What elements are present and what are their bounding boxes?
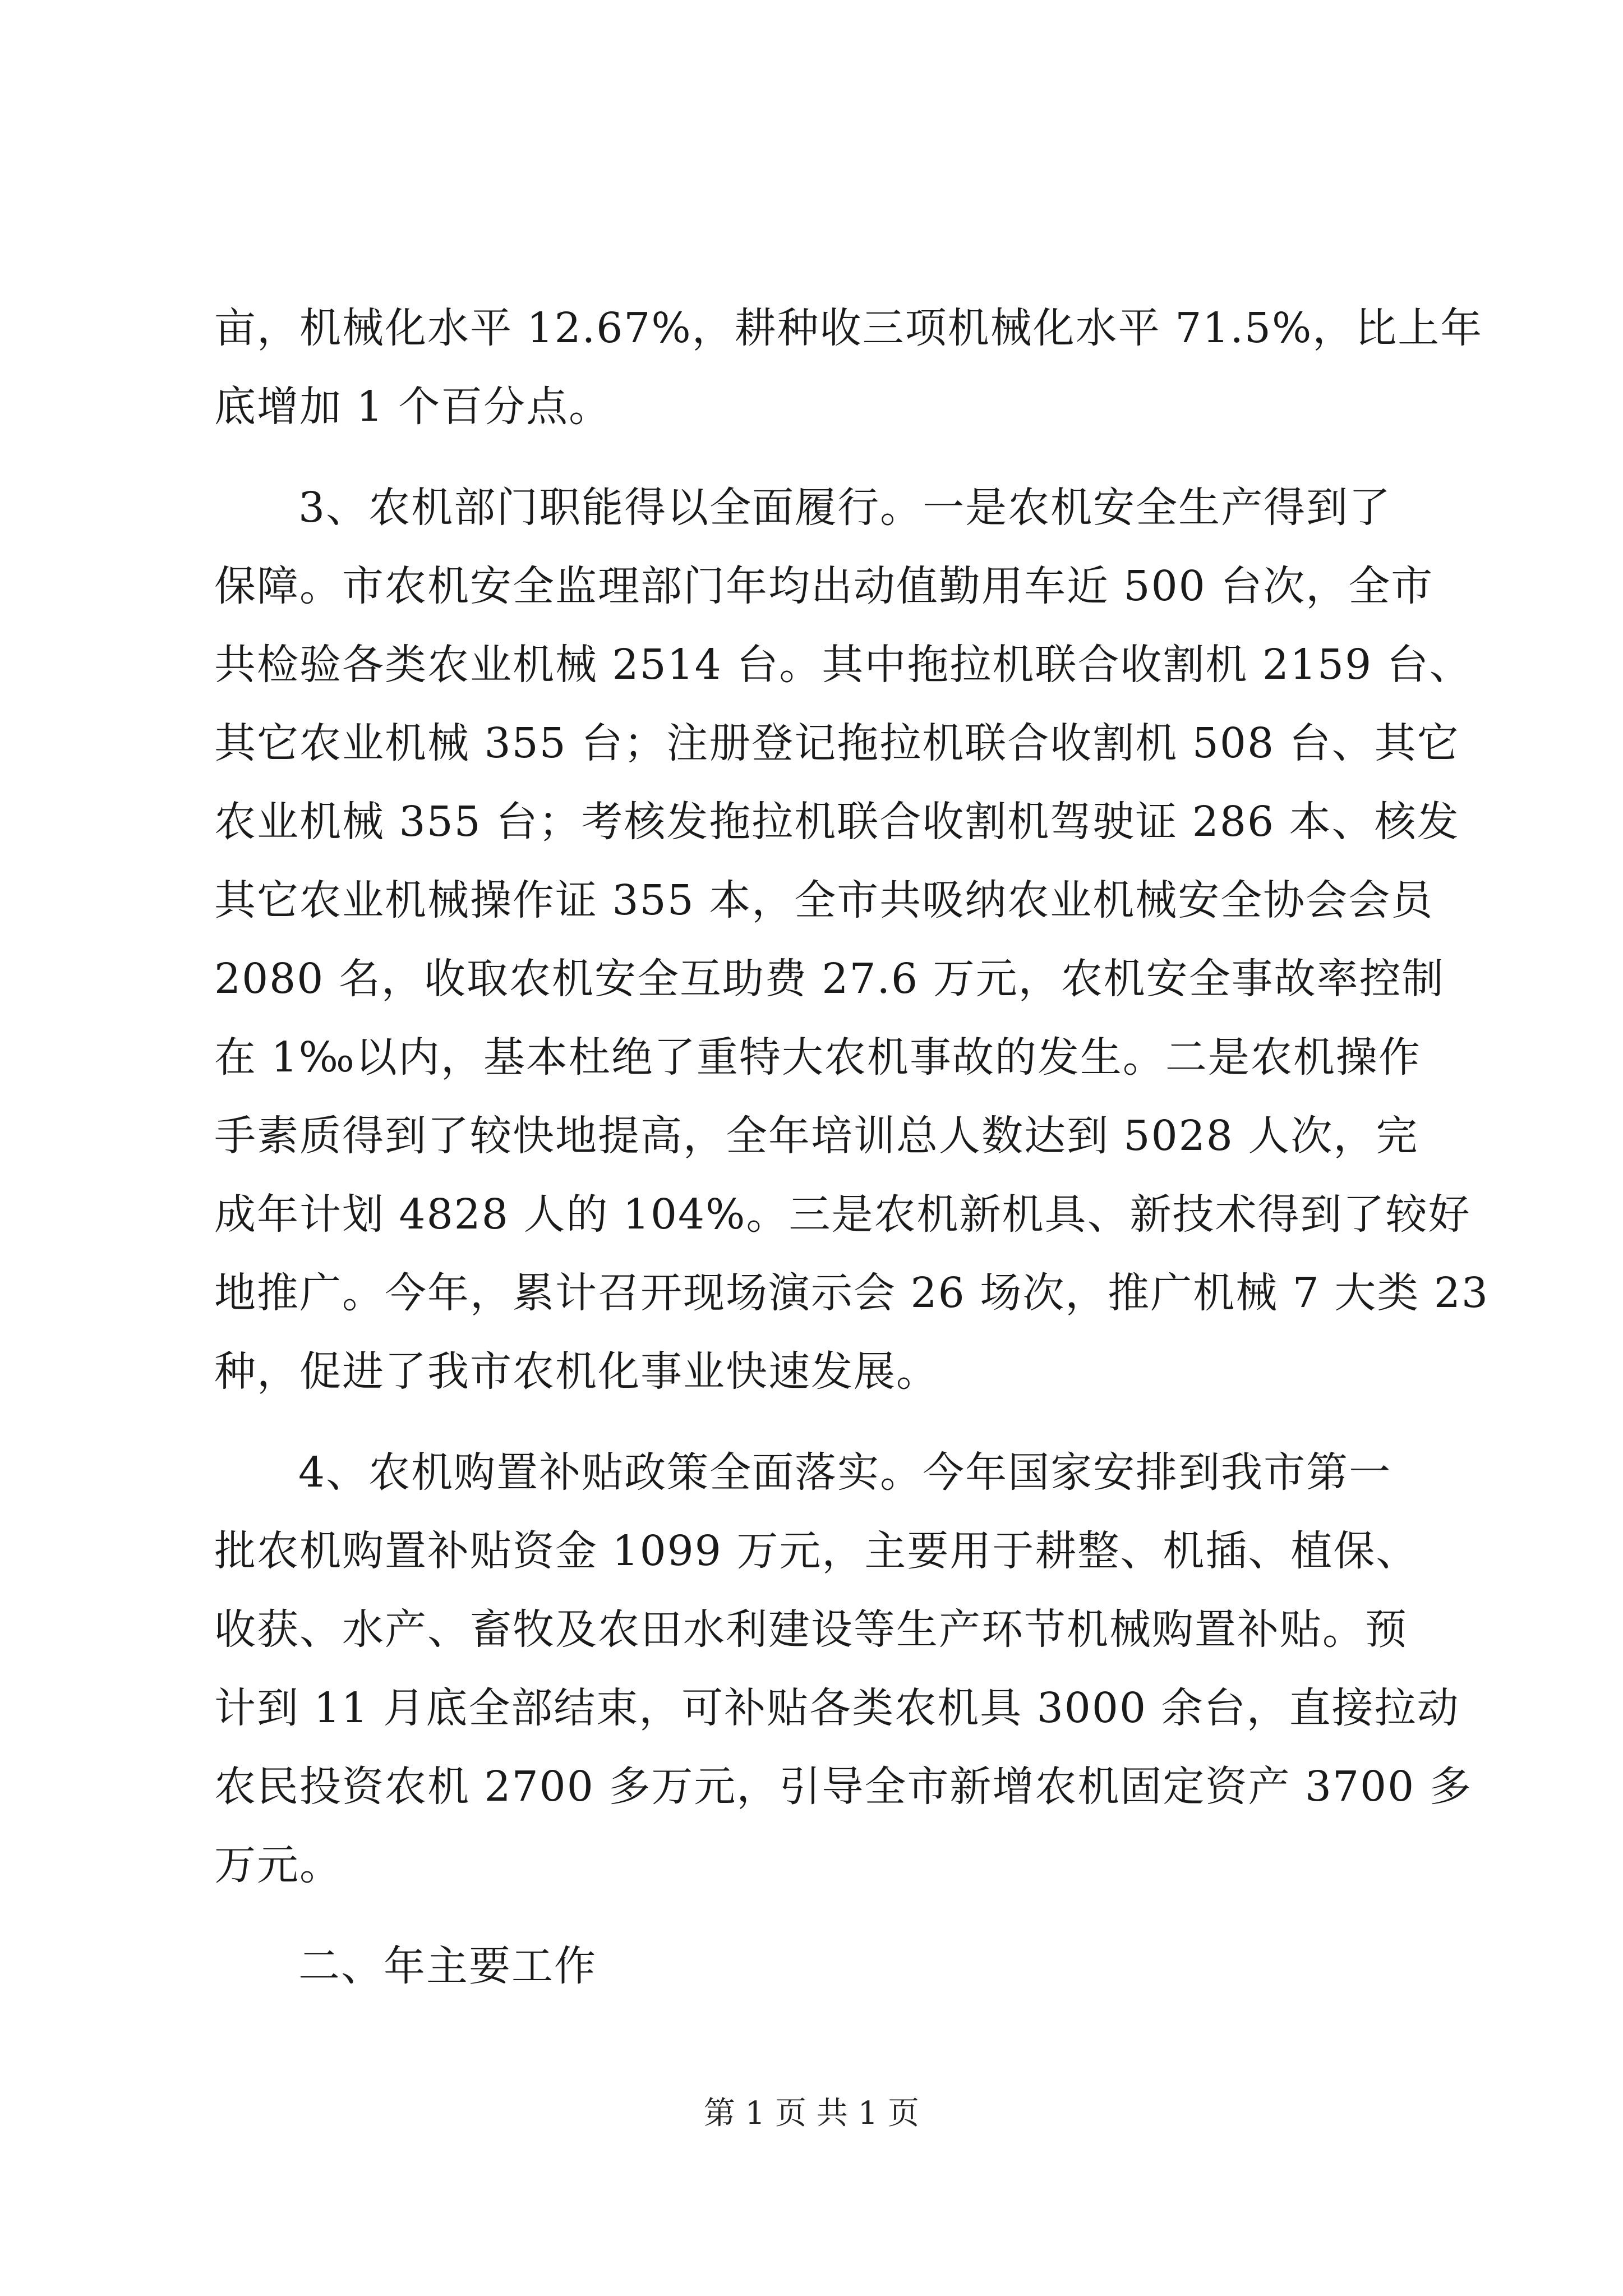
paragraph-start-line: 3、农机部门职能得以全面履行。一是农机安全生产得到了 — [298, 484, 1392, 532]
text-line: 地推广。今年，累计召开现场演示会 26 场次，推广机械 7 大类 23 — [214, 1269, 1490, 1317]
text-line: 底增加 1 个百分点。 — [214, 383, 612, 431]
text-line: 批农机购置补贴资金 1099 万元，主要用于耕整、机插、植保、 — [214, 1527, 1419, 1575]
text-line: 其它农业机械操作证 355 本，全市共吸纳农业机械安全协会会员 — [214, 876, 1434, 924]
text-line: 计到 11 月底全部结束，可补贴各类农机具 3000 余台，直接拉动 — [214, 1684, 1460, 1732]
text-line: 万元。 — [214, 1841, 342, 1889]
text-line: 收获、水产、畜牧及农田水利建设等生产环节机械购置补贴。预 — [214, 1605, 1408, 1654]
text-line: 保障。市农机安全监理部门年均出动值勤用车近 500 台次，全市 — [214, 562, 1434, 610]
section-heading: 二、年主要工作 — [298, 1942, 597, 1990]
page-footer: 第 1 页 共 1 页 — [703, 2095, 920, 2132]
text-line: 其它农业机械 355 台；注册登记拖拉机联合收割机 508 台、其它 — [214, 719, 1460, 767]
text-line: 种，促进了我市农机化事业快速发展。 — [214, 1347, 939, 1396]
text-line: 农民投资农机 2700 多万元，引导全市新增农机固定资产 3700 多 — [214, 1763, 1472, 1811]
text-line: 手素质得到了较快地提高，全年培训总人数达到 5028 人次，完 — [214, 1112, 1419, 1160]
text-line: 亩，机械化水平 12.67%，耕种收三项机械化水平 71.5%，比上年 — [214, 304, 1483, 352]
text-line: 成年计划 4828 人的 104%。三是农机新机具、新技术得到了较好 — [214, 1190, 1471, 1239]
text-line: 农业机械 355 台；考核发拖拉机联合收割机驾驶证 286 本、核发 — [214, 798, 1460, 846]
text-line: 共检验各类农业机械 2514 台。其中拖拉机联合收割机 2159 台、 — [214, 641, 1472, 689]
text-line: 在 1‰以内，基本杜绝了重特大农机事故的发生。二是农机操作 — [214, 1033, 1421, 1082]
paragraph-start-line: 4、农机购置补贴政策全面落实。今年国家安排到我市第一 — [298, 1448, 1392, 1497]
text-line: 2080 名，收取农机安全互助费 27.6 万元，农机安全事故率控制 — [214, 955, 1445, 1003]
